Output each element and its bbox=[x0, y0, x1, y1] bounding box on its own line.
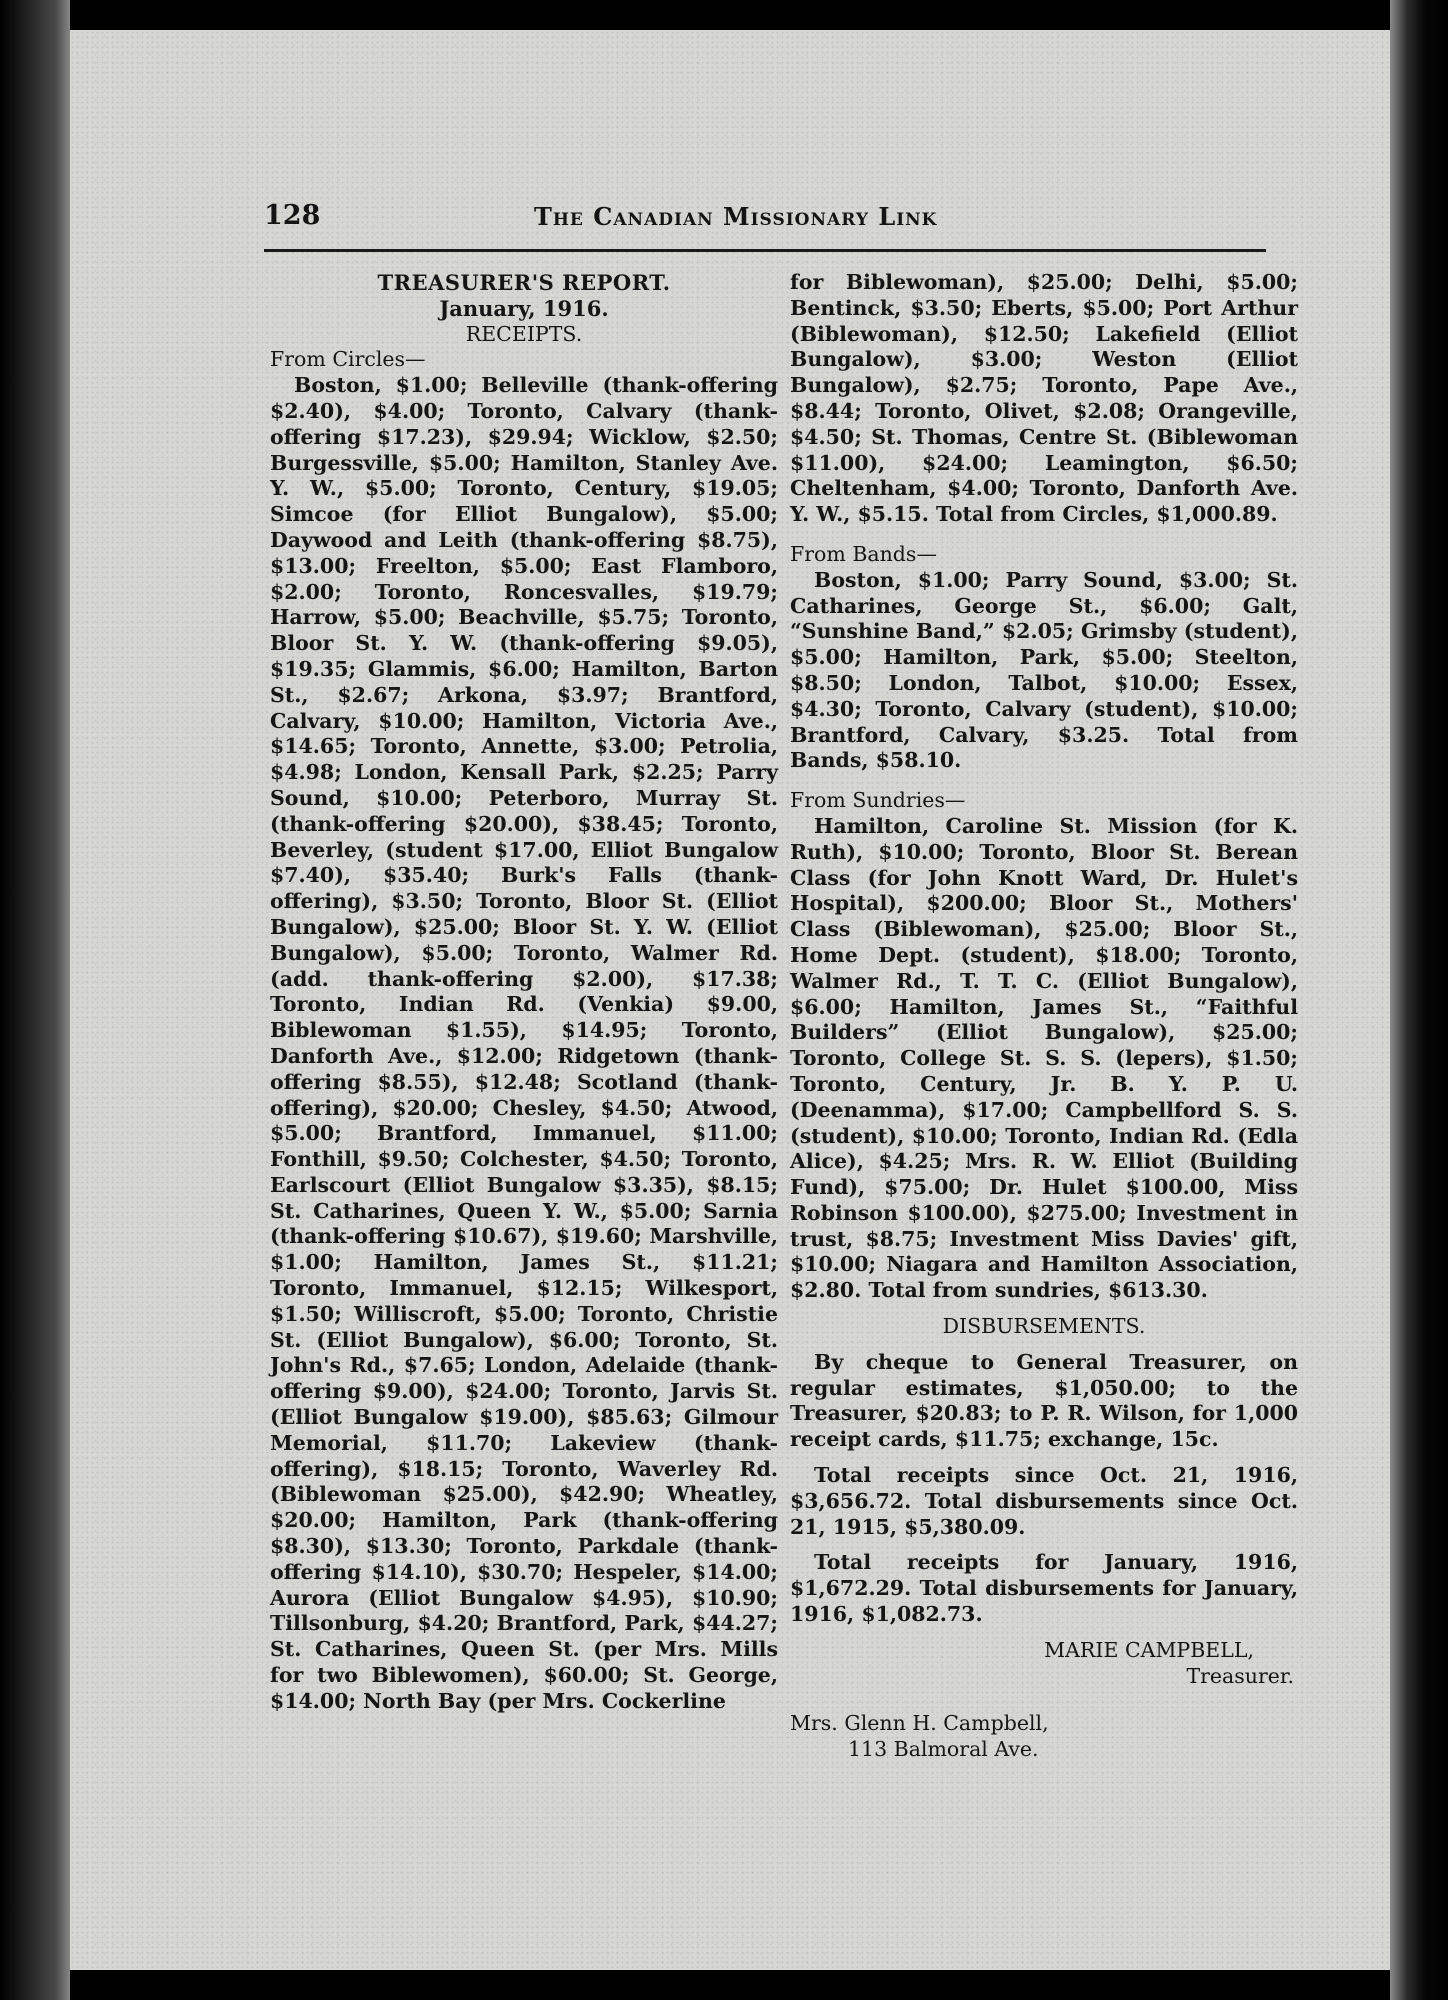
signature-title: Treasurer. bbox=[1186, 1663, 1294, 1688]
sundries-label: From Sundries— bbox=[790, 788, 966, 813]
circles-list-continued: for Biblewoman), $25.00; Delhi, $5.00; Bentinck, $3.50; Eberts, $5.00; Port Arthur (Biblewoman), $12.50; Lakefield (Elliot Bungalow), $3.00; Weston (Elliot Bungalow), $2.75; Toronto, Pape Ave., $8.44; Toronto, Olivet, $2.08; Orangeville, $4.50; St. Thomas, Centre St. (Biblewoman $11.00), $24.00; Leamington, $6.50; Cheltenham, $4.00; Toronto, Danforth Ave. Y. W., $5.15. Total from Circles, $1,000.89. bbox=[790, 270, 1298, 527]
address-street: 113 Balmoral Ave. bbox=[848, 1737, 1039, 1762]
bands-label: From Bands— bbox=[790, 541, 937, 566]
book-gutter bbox=[1390, 0, 1448, 2000]
receipts-heading: RECEIPTS. bbox=[465, 321, 583, 346]
report-title: TREASURER'S REPORT. bbox=[377, 270, 671, 295]
report-date: January, 1916. bbox=[439, 295, 609, 321]
bands-list: Boston, $1.00; Parry Sound, $3.00; St. Catharines, George St., $6.00; Galt, “Sunshine Band,” $2.05; Grimsby (student), $5.00; Hamilton, Park, $5.00; Steelton, $8.50; London, Talbot, $10.00; Essex, $4.30; Toronto, Calvary (student), $10.00; Brantford, Calvary, $3.25. Total from Bands, $58.10. bbox=[790, 567, 1298, 773]
journal-title: The Canadian Missionary Link bbox=[534, 202, 938, 231]
book-spine bbox=[0, 0, 70, 2000]
disbursements-text: By cheque to General Treasurer, on regular estimates, $1,050.00; to the Treasurer, $20.83; to P. R. Wilson, for 1,000 receipt cards, $11.75; exchange, 15c. bbox=[790, 1349, 1298, 1452]
right-column bbox=[790, 270, 1298, 1763]
sundries-list: Hamilton, Caroline St. Mission (for K. Ruth), $10.00; Toronto, Bloor St. Berean Class (for John Knott Ward, Dr. Hulet's Hospital), $200.00; Bloor St., Mothers' Class (Biblewoman), $25.00; Bloor St., Home Dept. (student), $18.00; Toronto, Walmer Rd., T. T. C. (Elliot Bungalow), $6.00; Hamilton, James St., “Faithful Builders” (Elliot Bungalow), $25.00; Toronto, College St. S. S. (lepers), $1.50; Toronto, Century, Jr. B. Y. P. U. (Deenamma), $17.00; Campbellford S. S. (student), $10.00; Toronto, Indian Rd. (Edla Alice), $4.25; Mrs. R. W. Elliot (Building Fund), $75.00; Dr. Hulet $100.00, Miss Robinson $100.00), $275.00; Investment in trust, $8.75; Investment Miss Davies' gift, $10.00; Niagara and Hamilton Association, $2.80. Total from sundries, $613.30. bbox=[790, 813, 1298, 1303]
page-number: 128 bbox=[264, 200, 321, 231]
left-column bbox=[270, 270, 778, 1715]
totals-since: Total receipts since Oct. 21, 1916, $3,656.72. Total disbursements since Oct. 21, 1915, $5,380.09. bbox=[790, 1463, 1298, 1539]
circles-list: Boston, $1.00; Belleville (thank-offering $2.40), $4.00; Toronto, Calvary (thank-offering $17.23), $29.94; Wicklow, $2.50; Burgessville, $5.00; Hamilton, Stanley Ave. Y. W., $5.00; Toronto, Century, $19.05; Simcoe (for Elliot Bungalow), $5.00; Daywood and Leith (thank-offering $8.75), $13.00; Freelton, $5.00; East Flamboro, $2.00; Toronto, Roncesvalles, $19.79; Harrow, $5.00; Beachville, $5.75; Toronto, Bloor St. Y. W. (thank-offering $9.05), $19.35; Glammis, $6.00; Hamilton, Barton St., $2.67; Arkona, $3.97; Brantford, Calvary, $10.00; Hamilton, Victoria Ave., $14.65; Toronto, Annette, $3.00; Petrolia, $4.98; London, Kensall Park, $2.25; Parry Sound, $10.00; Peterboro, Murray St. (thank-offering $20.00), $38.45; Toronto, Beverley, (student $17.00, Elliot Bungalow $7.40), $35.40; Burk's Falls (thank-offering), $3.50; Toronto, Bloor St. (Elliot Bungalow), $25.00; Bloor St. Y. W. (Elliot Bungalow), $5.00; Toronto, Walmer Rd. (add. thank-offering $2.00), $17.38; Toronto, Indian Rd. (Venkia) $9.00, Biblewoman $1.55), $14.95; Toronto, Danforth Ave., $12.00; Ridgetown (thank-offering $8.55), $12.48; Scotland (thank-offering), $20.00; Chesley, $4.50; Atwood, $5.00; Brantford, Immanuel, $11.00; Fonthill, $9.50; Colchester, $4.50; Toronto, Earlscourt (Elliot Bungalow $3.35), $8.15; St. Catharines, Queen Y. W., $5.00; Sarnia (thank-offering $10.67), $19.60; Marshville, $1.00; Hamilton, James St., $11.21; Toronto, Immanuel, $12.15; Wilkesport, $1.50; Williscroft, $5.00; Toronto, Christie St. (Elliot Bungalow), $6.00; Toronto, St. John's Rd., $7.65; London, Adelaide (thank-offering $9.00), $24.00; Toronto, Jarvis St. (Elliot Bungalow $19.00), $85.63; Gilmour Memorial, $11.70; Lakeview (thank-offering), $18.15; Toronto, Waverley Rd. (Biblewoman $25.00), $42.90; Wheatley, $20.00; Hamilton, Park (thank-offering $8.30), $13.30; Toronto, Parkdale (thank-offering $14.10), $30.70; Hespeler, $14.00; Aurora (Elliot Bungalow $4.95), $10.90; Tillsonburg, $4.20; Brantford, Park, $44.27; St. Catharines, Queen St. (per Mrs. Mills for two Biblewomen), $60.00; St. George, $14.00; North Bay (per Mrs. Cockerline bbox=[270, 373, 778, 1713]
signature-name: MARIE CAMPBELL, bbox=[1044, 1637, 1254, 1662]
address-name: Mrs. Glenn H. Campbell, bbox=[790, 1711, 1049, 1736]
totals-january: Total receipts for January, 1916, $1,672.29. Total disbursements for January, 1916, $1,082.73. bbox=[790, 1550, 1298, 1627]
circles-label: From Circles— bbox=[270, 347, 426, 372]
disbursements-heading: DISBURSEMENTS. bbox=[942, 1314, 1146, 1339]
running-head bbox=[264, 200, 1266, 234]
header-rule bbox=[264, 249, 1266, 252]
